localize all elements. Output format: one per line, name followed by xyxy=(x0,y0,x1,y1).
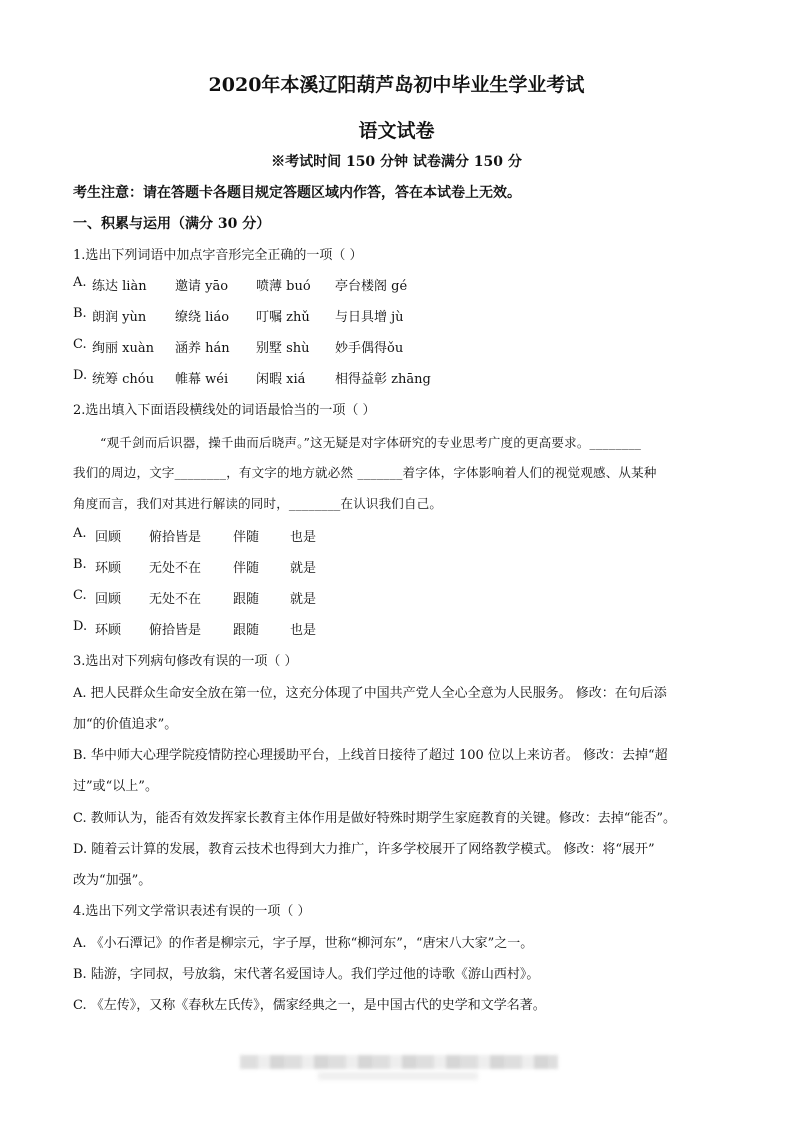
option-item: 统筹 chóu xyxy=(92,372,154,387)
option-item: 伴随 xyxy=(233,561,260,576)
answer-line: C. 《左传》，又称《春秋左氏传》，儒家经典之一，是中国古代的史学和文学名著。 xyxy=(73,998,546,1013)
option-item: 闲暇 xiá xyxy=(256,372,306,387)
option-label: D. xyxy=(73,368,88,383)
option-item: 回顾 xyxy=(95,592,122,607)
option-item: 缭绕 liáo xyxy=(175,310,230,325)
paper-subtitle: 语文试卷 xyxy=(358,120,435,142)
option-item: 环顾 xyxy=(95,561,122,576)
option-item: 涵养 hán xyxy=(175,341,230,356)
option-item: 就是 xyxy=(290,592,317,607)
answer-line: 过”或“以上”。 xyxy=(73,779,158,794)
option-item: 也是 xyxy=(290,530,317,545)
blurred-footer-watermark xyxy=(240,1055,558,1069)
answer-line: 改为“加强”。 xyxy=(73,873,152,888)
answer-line: 加“的价值追求”。 xyxy=(73,717,178,732)
option-item: 也是 xyxy=(290,623,317,638)
option-item: 相得益彰 zhāng xyxy=(335,372,431,387)
question-4-stem: 4.选出下列文学常识表述有误的一项（ ） xyxy=(73,904,311,919)
option-item: 喷薄 buó xyxy=(256,279,311,294)
option-label: D. xyxy=(73,619,88,634)
option-item: 叮嘱 zhǔ xyxy=(256,310,310,325)
exam-title: 2020年本溪辽阳葫芦岛初中毕业生学业考试 xyxy=(208,74,585,96)
option-label: B. xyxy=(73,557,87,572)
option-label: C. xyxy=(73,337,87,352)
option-item: 就是 xyxy=(290,561,317,576)
candidate-notice: 考生注意：请在答题卡各题目规定答题区域内作答，答在本试卷上无效。 xyxy=(73,185,521,201)
section-heading: 一、积累与运用（满分 30 分） xyxy=(73,216,271,232)
blurred-footer-watermark-line xyxy=(318,1072,478,1080)
option-item: 俯拾皆是 xyxy=(149,623,202,638)
option-item: 邀请 yāo xyxy=(175,279,229,294)
option-label: A. xyxy=(73,275,87,290)
answer-line: B. 华中师大心理学院疫情防控心理援助平台，上线首日接待了超过 100 位以上来访者。 修改：去掉“超 xyxy=(73,748,668,763)
passage-line: “观千剑而后识器，操千曲而后晓声。”这无疑是对字体研究的专业思考广度的更高要求。________ xyxy=(100,435,642,450)
option-item: 与日具增 jù xyxy=(335,310,404,325)
option-item: 绚丽 xuàn xyxy=(92,341,154,356)
option-item: 俯拾皆是 xyxy=(149,530,202,545)
option-label: C. xyxy=(73,588,87,603)
option-item: 无处不在 xyxy=(149,561,202,576)
option-item: 帷幕 wéi xyxy=(175,372,229,387)
option-item: 别墅 shù xyxy=(256,341,310,356)
passage-line: 角度而言，我们对其进行解读的同时，________在认识我们自己。 xyxy=(73,496,443,511)
option-item: 跟随 xyxy=(233,623,260,638)
question-2-stem: 2.选出填入下面语段横线处的词语最恰当的一项（ ） xyxy=(73,403,376,418)
option-item: 亭台楼阁 gé xyxy=(335,279,408,294)
passage-line: 我们的周边，文字________，有文字的地方就必然 _______着字体，字体影响着人们的视觉观感、从某种 xyxy=(73,465,657,480)
option-item: 朗润 yùn xyxy=(92,310,147,325)
option-item: 练达 liàn xyxy=(92,279,147,294)
option-label: B. xyxy=(73,306,87,321)
answer-line: C. 教师认为，能否有效发挥家长教育主体作用是做好特殊时期学生家庭教育的关键。修改：去掉“能否”。 xyxy=(73,811,677,826)
option-item: 无处不在 xyxy=(149,592,202,607)
option-item: 妙手偶得ǒu xyxy=(335,341,404,356)
exam-info: ※考试时间 150 分钟 试卷满分 150 分 xyxy=(271,154,522,170)
option-item: 回顾 xyxy=(95,530,122,545)
option-item: 伴随 xyxy=(233,530,260,545)
answer-line: A. 把人民群众生命安全放在第一位，这充分体现了中国共产党人全心全意为人民服务。 修改：在句后添 xyxy=(73,686,667,701)
question-1-stem: 1.选出下列词语中加点字音形完全正确的一项（ ） xyxy=(73,248,363,263)
option-item: 跟随 xyxy=(233,592,260,607)
answer-line: D. 随着云计算的发展，教育云技术也得到大力推广，许多学校展开了网络教学模式。 修改：将“展开” xyxy=(73,842,655,857)
answer-line: A. 《小石潭记》的作者是柳宗元，字子厚，世称“柳河东”，“唐宋八大家”之一。 xyxy=(73,936,534,951)
answer-line: B. 陆游，字同叔，号放翁，宋代著名爱国诗人。我们学过他的诗歌《游山西村》。 xyxy=(73,967,540,982)
question-3-stem: 3.选出对下列病句修改有误的一项（ ） xyxy=(73,654,298,669)
option-label: A. xyxy=(73,526,87,541)
option-item: 环顾 xyxy=(95,623,122,638)
